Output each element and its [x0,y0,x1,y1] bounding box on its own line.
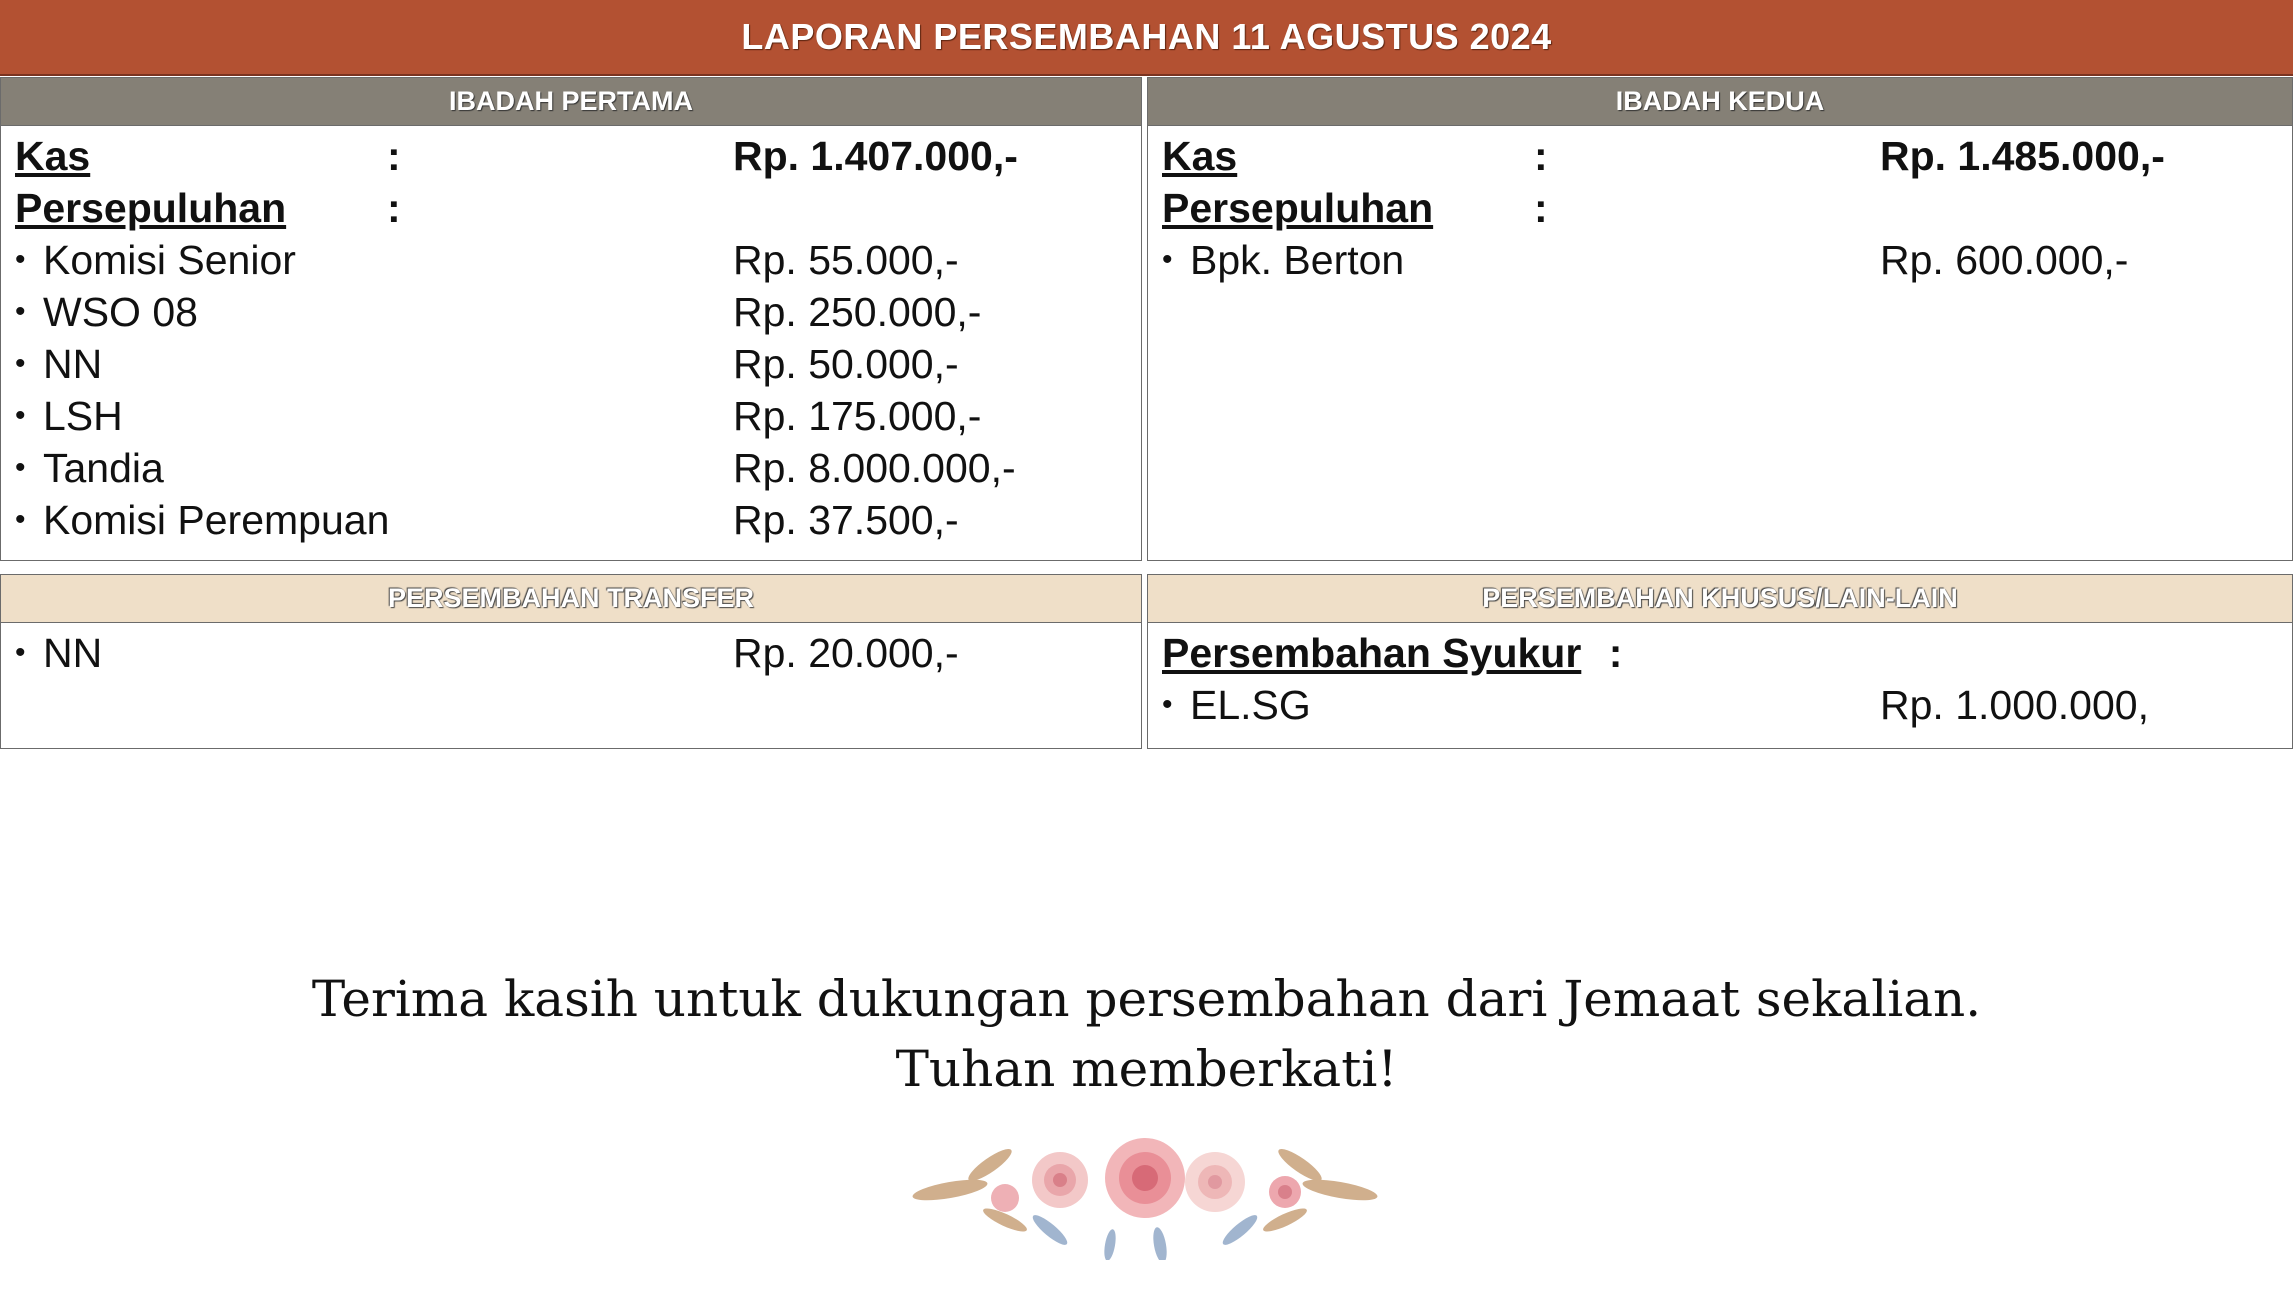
panel-body-transfer [1,623,1141,679]
list-item [15,390,1127,442]
panel-persembahan-transfer [0,574,1142,749]
blue-leaf-icon [1029,1211,1260,1260]
bullet-icon: • [1162,243,1173,276]
item-name: Komisi Perempuan [43,497,390,543]
item-amount: Rp. 55.000,- [733,237,959,283]
list-item [15,494,1127,546]
item-name: LSH [43,393,123,439]
panel-body-ibadah-pertama [1,126,1141,546]
syukur-label: Persembahan Syukur [1162,630,1582,676]
list-item [15,442,1127,494]
list-item [15,338,1127,390]
persepuluhan-colon: : [1534,185,1548,231]
item-name: Tandia [43,445,164,491]
bullet-icon: • [15,399,26,432]
item-amount: Rp. 50.000,- [733,341,959,387]
thanks-message: Terima kasih untuk dukungan persembahan dari Jemaat sekalian. [311,970,1982,1028]
panel-header-ibadah-kedua: IBADAH KEDUA [1148,78,2292,126]
item-amount: Rp. 250.000,- [733,289,982,335]
kas-colon: : [1534,133,1548,179]
item-name: EL.SG [1190,682,1311,728]
bullet-icon: • [15,295,26,328]
item-name: Komisi Senior [43,237,296,283]
rose-icon [991,1138,1301,1218]
item-name: WSO 08 [43,289,198,335]
bullet-icon: • [15,451,26,484]
panel-header-transfer: PERSEMBAHAN TRANSFER [1,575,1141,623]
panel-ibadah-pertama [0,77,1142,561]
bullet-icon: • [15,503,26,536]
item-amount: Rp. 8.000.000,- [733,445,1016,491]
kas-row [1162,130,2278,182]
panel-ibadah-kedua [1147,77,2293,561]
item-name: NN [43,341,103,387]
blessing-message: Tuhan memberkati! [895,1040,1398,1098]
syukur-colon: : [1608,630,1623,676]
kas-amount: Rp. 1.407.000,- [733,133,1018,179]
item-name: Bpk. Berton [1190,237,1405,283]
kas-row [15,130,1127,182]
kas-label: Kas [15,133,91,179]
item-amount: Rp. 175.000,- [733,393,982,439]
panel-body-ibadah-kedua [1148,126,2292,286]
panel-header-ibadah-pertama: IBADAH PERTAMA [1,78,1141,126]
list-item [15,286,1127,338]
bullet-icon: • [15,347,26,380]
item-amount: Rp. 600.000,- [1880,237,2129,283]
floral-bouquet-icon [910,1120,1380,1260]
list-item [15,627,1127,679]
list-item [1162,234,2278,286]
bullet-icon: • [15,636,26,669]
bullet-icon: • [1162,688,1173,721]
bullet-icon: • [15,243,26,276]
item-amount: Rp. 37.500,- [733,497,959,543]
kas-label: Kas [1162,133,1238,179]
report-title: LAPORAN PERSEMBAHAN 11 AGUSTUS 2024 [0,0,2293,76]
persepuluhan-row [15,182,1127,234]
kas-amount: Rp. 1.485.000,- [1880,133,2165,179]
kas-colon: : [387,133,401,179]
list-item [15,234,1127,286]
panel-body-khusus [1148,623,2292,731]
item-amount: Rp. 1.000.000, [1880,682,2149,728]
list-item [1162,679,2278,731]
persepuluhan-label: Persepuluhan [15,185,287,231]
persepuluhan-label: Persepuluhan [1162,185,1434,231]
syukur-row [1162,627,2278,679]
panel-persembahan-khusus [1147,574,2293,749]
item-amount: Rp. 20.000,- [733,630,959,676]
panel-header-khusus: PERSEMBAHAN KHUSUS/LAIN-LAIN [1148,575,2292,623]
persepuluhan-colon: : [387,185,401,231]
item-name: NN [43,630,103,676]
persepuluhan-row [1162,182,2278,234]
